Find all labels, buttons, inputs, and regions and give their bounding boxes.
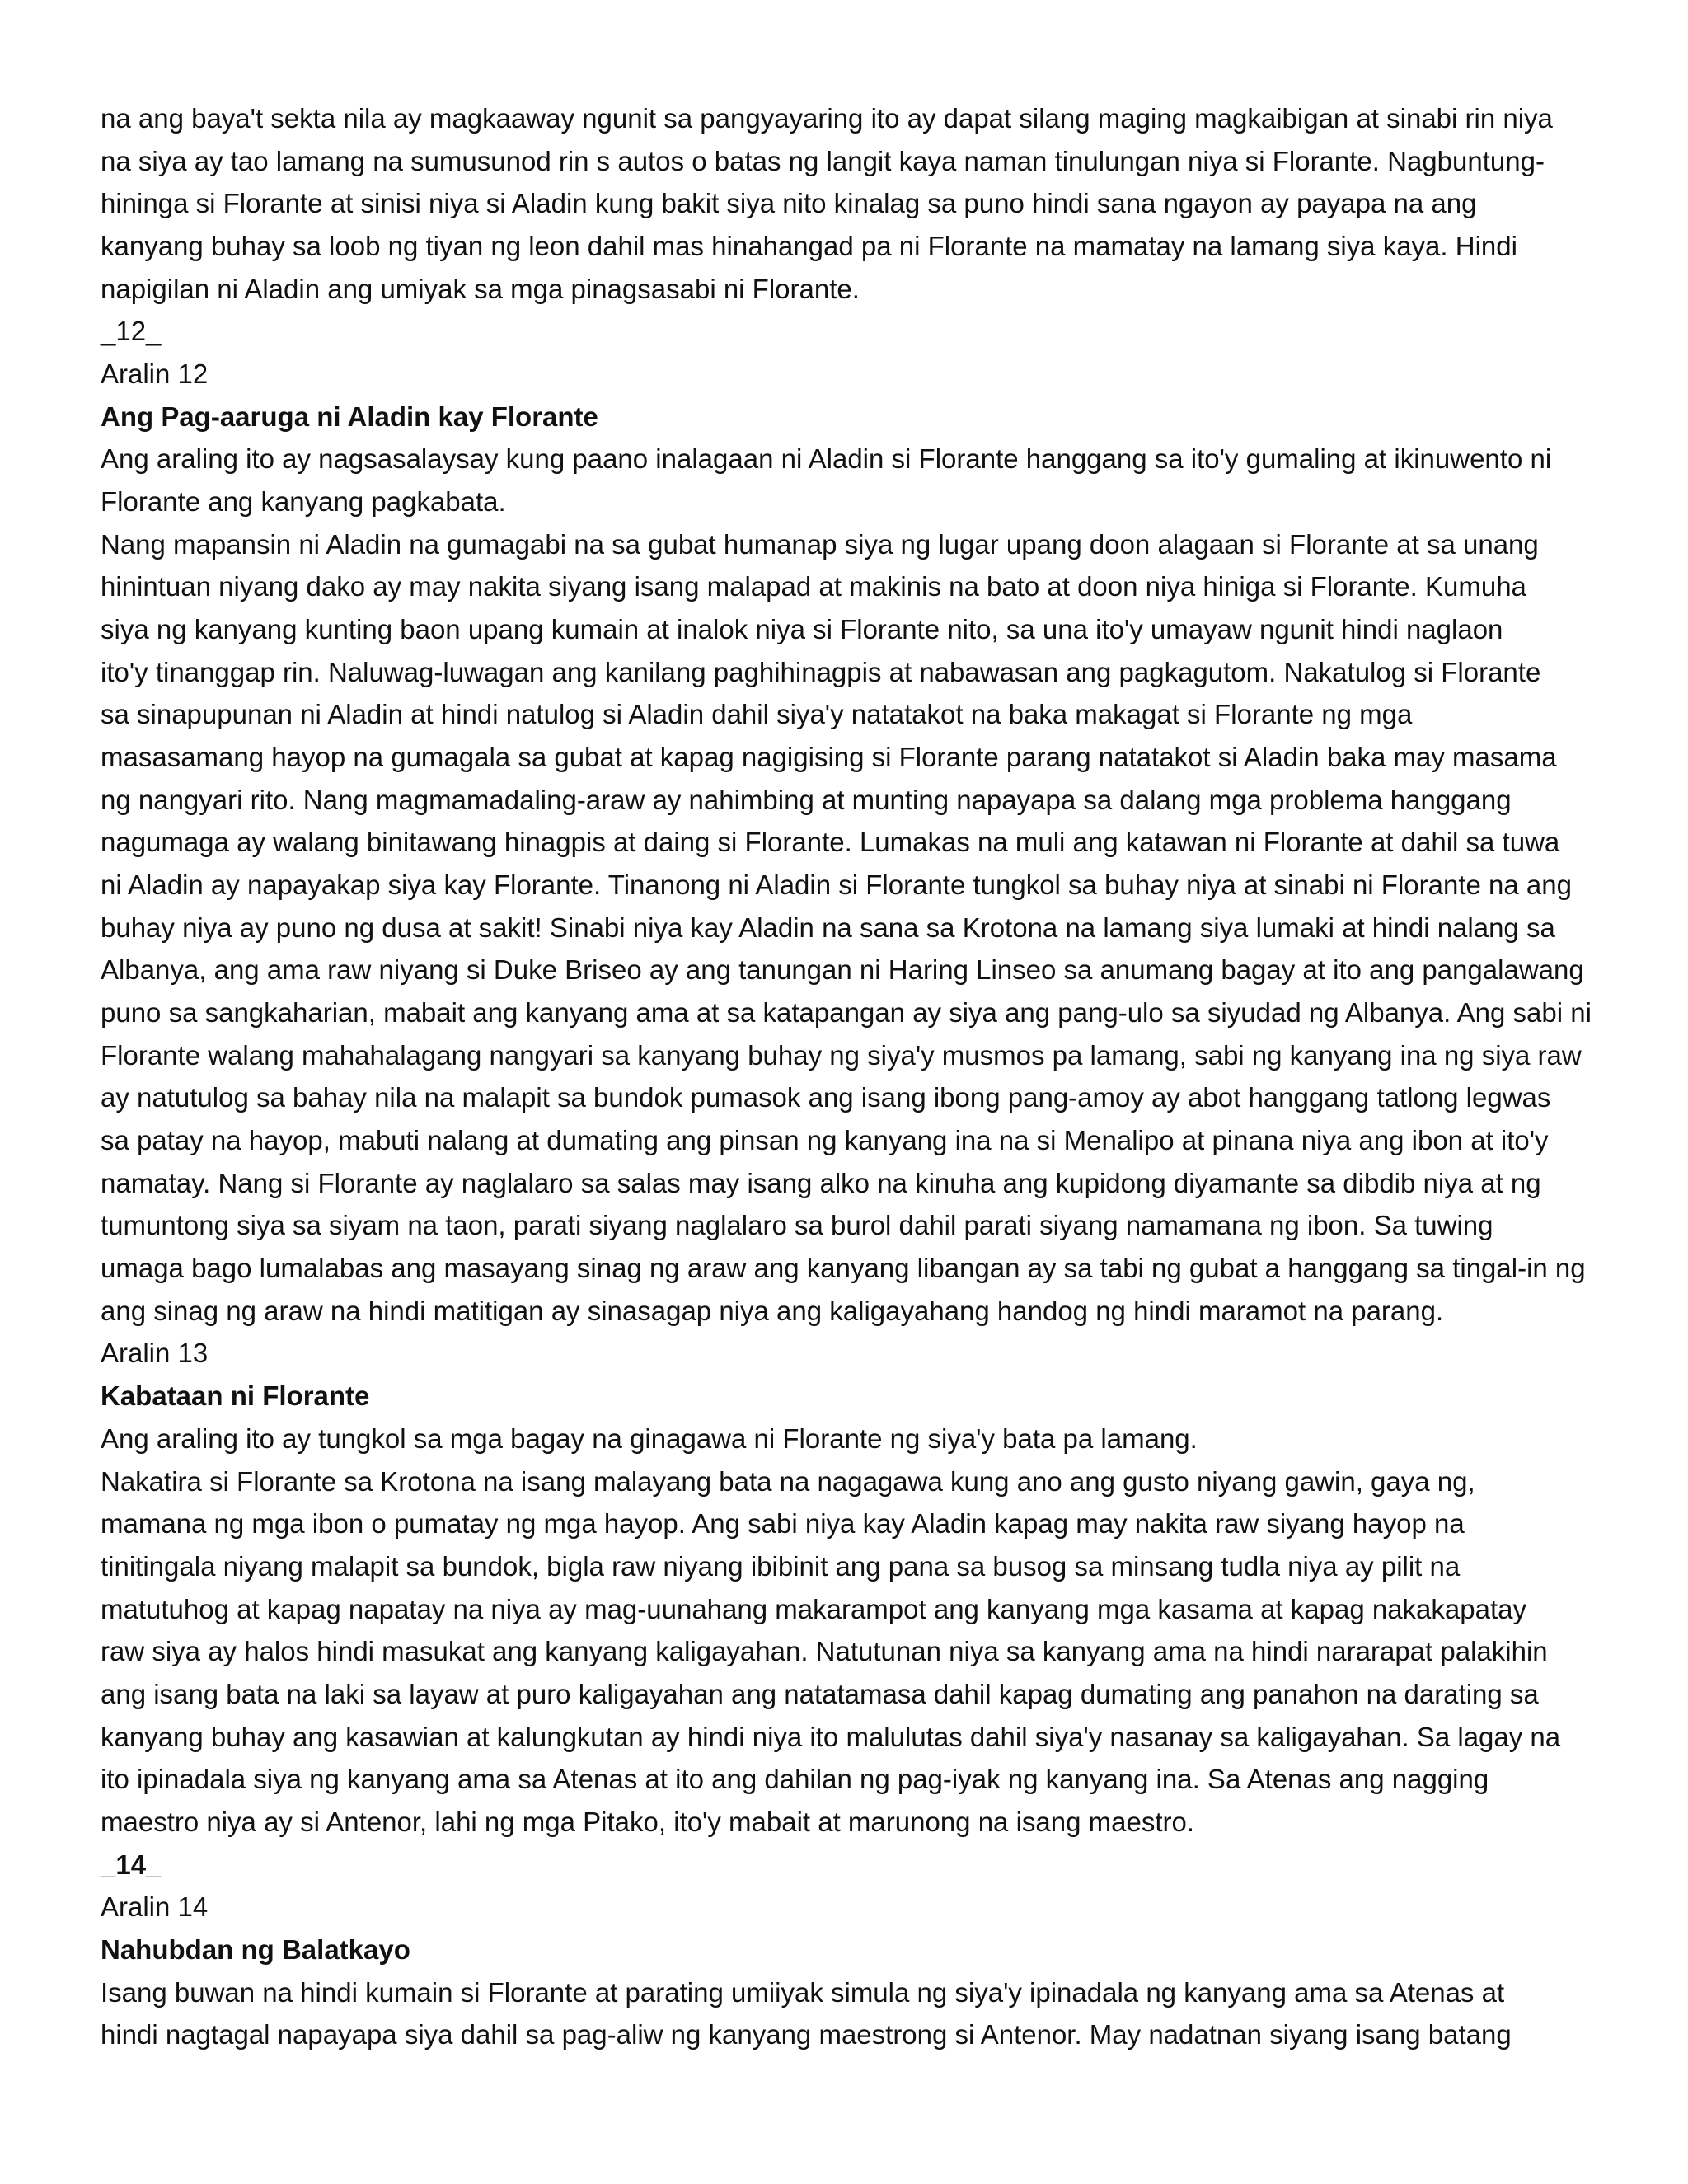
- continuation-paragraph: [101, 97, 1667, 310]
- document-page: [101, 97, 1667, 2056]
- text-line: kanyang buhay ang kasawian at kalungkutan ay hindi niya ito malulutas dahil siya'y nasanay sa kaligayahan. Sa lagay na: [101, 1721, 1561, 1752]
- text-line: Florante ang kanyang pagkabata.: [101, 486, 506, 518]
- text-line: hinintuan niyang dako ay may nakita siyang isang malapad at makinis na bato at doon niya hiniga si Florante. Kumuha: [101, 571, 1526, 602]
- text-line: Isang buwan na hindi kumain si Florante at parating umiiyak simula ng siya'y ipinadala ng kanyang ama sa Atenas at: [101, 1976, 1505, 2008]
- lesson-title: Nahubdan ng Balatkayo: [101, 1933, 410, 1965]
- text-line: umaga bago lumalabas ang masayang sinag ng araw ang kanyang libangan ay sa tabi ng gubat a hanggang sa tingal-in ng: [101, 1253, 1586, 1284]
- text-line: Nang mapansin ni Aladin na gumagabi na sa gubat humanap siya ng lugar upang doon alagaan si Florante at sa unang: [101, 528, 1539, 560]
- lesson-label: Aralin 13: [101, 1338, 209, 1369]
- text-line: Ang araling ito ay nagsasalaysay kung paano inalagaan ni Aladin si Florante hanggang sa ito'y gumaling at ikinuwento ni: [101, 443, 1552, 475]
- lesson-title: Ang Pag-aaruga ni Aladin kay Florante: [101, 401, 598, 432]
- page-marker: _14_: [101, 1849, 162, 1880]
- text-line: matutuhog at kapag napatay na niya ay mag-uunahang makarampot ang kanyang mga kasama at kapag nakakapatay: [101, 1593, 1526, 1624]
- text-line: ang sinag ng araw na hindi matitigan ay sinasagap niya ang kaligayahang handog ng hindi maramot na parang.: [101, 1295, 1444, 1326]
- lesson-body: [101, 1971, 1667, 2056]
- text-line: tumuntong siya sa siyam na taon, parati siyang naglalaro sa burol dahil parati siyang namamana ng ibon. Sa tuwing: [101, 1210, 1493, 1241]
- text-line: ay natutulog sa bahay nila na malapit sa bundok pumasok ang isang ibong pang-amoy ay abot hanggang tatlong legwas: [101, 1082, 1551, 1113]
- text-line: raw siya ay halos hindi masukat ang kanyang kaligayahan. Natutunan niya sa kanyang ama na hindi nararapat palakihin: [101, 1636, 1548, 1667]
- lesson-label: Aralin 14: [101, 1891, 209, 1923]
- text-line: ito ipinadala siya ng kanyang ama sa Atenas at ito ang dahilan ng pag-iyak ng kanyang ina. Sa Atenas ang nagging: [101, 1764, 1489, 1795]
- text-line: na siya ay tao lamang na sumusunod rin s autos o batas ng langit kaya naman tinulungan niya si Florante. Nagbuntung-: [101, 145, 1545, 176]
- text-line: sa sinapupunan ni Aladin at hindi natulog si Aladin dahil siya'y natatakot na baka makagat si Florante ng mga: [101, 699, 1413, 730]
- text-line: Florante walang mahahalagang nangyari sa kanyang buhay ng siya'y musmos pa lamang, sabi ng kanyang ina ng siya raw: [101, 1039, 1582, 1071]
- text-line: namatay. Nang si Florante ay naglalaro sa salas may isang alko na kinuha ang kupidong diyamante sa dibdib niya at ng: [101, 1167, 1541, 1198]
- lesson-body: [101, 523, 1667, 1333]
- text-line: buhay niya ay puno ng dusa at sakit! Sinabi niya kay Aladin na sana sa Krotona na lamang siya lumaki at hindi nalang sa: [101, 912, 1555, 943]
- text-line: ni Aladin ay napayakap siya kay Florante. Tinanong ni Aladin si Florante tungkol sa buhay niya at sinabi ni Florante na ang: [101, 869, 1572, 901]
- lesson-section-13: [101, 1332, 1667, 1843]
- text-line: masasamang hayop na gumagala sa gubat at kapag nagigising si Florante parang natatakot si Aladin baka may masama: [101, 742, 1557, 773]
- lesson-section-12: [101, 310, 1667, 1332]
- text-line: mamana ng mga ibon o pumatay ng mga hayop. Ang sabi niya kay Aladin kapag may nakita raw siyang hayop na: [101, 1508, 1465, 1540]
- lesson-summary: [101, 1418, 1667, 1460]
- lesson-body: [101, 1460, 1667, 1844]
- text-line: Ang araling ito ay tungkol sa mga bagay na ginagawa ni Florante ng siya'y bata pa lamang.: [101, 1422, 1198, 1454]
- text-line: kanyang buhay sa loob ng tiyan ng leon dahil mas hinahangad pa ni Florante na mamatay na lamang siya kaya. Hindi: [101, 231, 1517, 262]
- text-line: ang isang bata na laki sa layaw at puro kaligayahan ang natatamasa dahil kapag dumating ang panahon na darating sa: [101, 1678, 1539, 1709]
- text-line: puno sa sangkaharian, mabait ang kanyang ama at sa katapangan ay siya ang pang-ulo sa siyudad ng Albanya. Ang sabi ni: [101, 997, 1592, 1029]
- lesson-section-14: [101, 1844, 1667, 2056]
- text-line: ito'y tinanggap rin. Naluwag-luwagan ang kanilang paghihinagpis at nabawasan ang pagkagutom. Nakatulog si Florante: [101, 656, 1541, 687]
- text-line: siya ng kanyang kunting baon upang kumain at inalok niya si Florante nito, sa una ito'y umayaw ngunit hindi naglaon: [101, 614, 1503, 645]
- lesson-summary: [101, 438, 1667, 523]
- text-line: hininga si Florante at sinisi niya si Aladin kung bakit siya nito kinalag sa puno hindi sana ngayon ay payapa na ang: [101, 188, 1477, 219]
- lesson-label: Aralin 12: [101, 359, 209, 390]
- text-line: sa patay na hayop, mabuti nalang at dumating ang pinsan ng kanyang ina na si Menalipo at pinana niya ang ibon at ito'y: [101, 1125, 1549, 1156]
- text-line: maestro niya ay si Antenor, lahi ng mga Pitako, ito'y mabait at marunong na isang maestro.: [101, 1806, 1195, 1837]
- page-marker: _12_: [101, 316, 162, 347]
- text-line: tinitingala niyang malapit sa bundok, bigla raw niyang ibibinit ang pana sa busog sa minsang tudla niya ay pilit na: [101, 1550, 1461, 1582]
- text-line: na ang baya't sekta nila ay magkaaway ngunit sa pangyayaring ito ay dapat silang maging magkaibigan at sinabi rin niya: [101, 103, 1553, 134]
- text-line: Albanya, ang ama raw niyang si Duke Briseo ay ang tanungan ni Haring Linseo sa anumang bagay at ito ang pangalawang: [101, 954, 1584, 986]
- text-line: nagumaga ay walang binitawang hinagpis at daing si Florante. Lumakas na muli ang katawan ni Florante at dahil sa tuwa: [101, 827, 1560, 858]
- text-line: ng nangyari rito. Nang magmamadaling-araw ay nahimbing at munting napayapa sa dalang mga problema hanggang: [101, 784, 1512, 815]
- text-line: hindi nagtagal napayapa siya dahil sa pag-aliw ng kanyang maestrong si Antenor. May nadatnan siyang isang batang: [101, 2019, 1512, 2050]
- text-line: napigilan ni Aladin ang umiyak sa mga pinagsasabi ni Florante.: [101, 273, 860, 304]
- text-line: Nakatira si Florante sa Krotona na isang malayang bata na nagagawa kung ano ang gusto niyang gawin, gaya ng,: [101, 1465, 1475, 1497]
- lesson-title: Kabataan ni Florante: [101, 1380, 370, 1412]
